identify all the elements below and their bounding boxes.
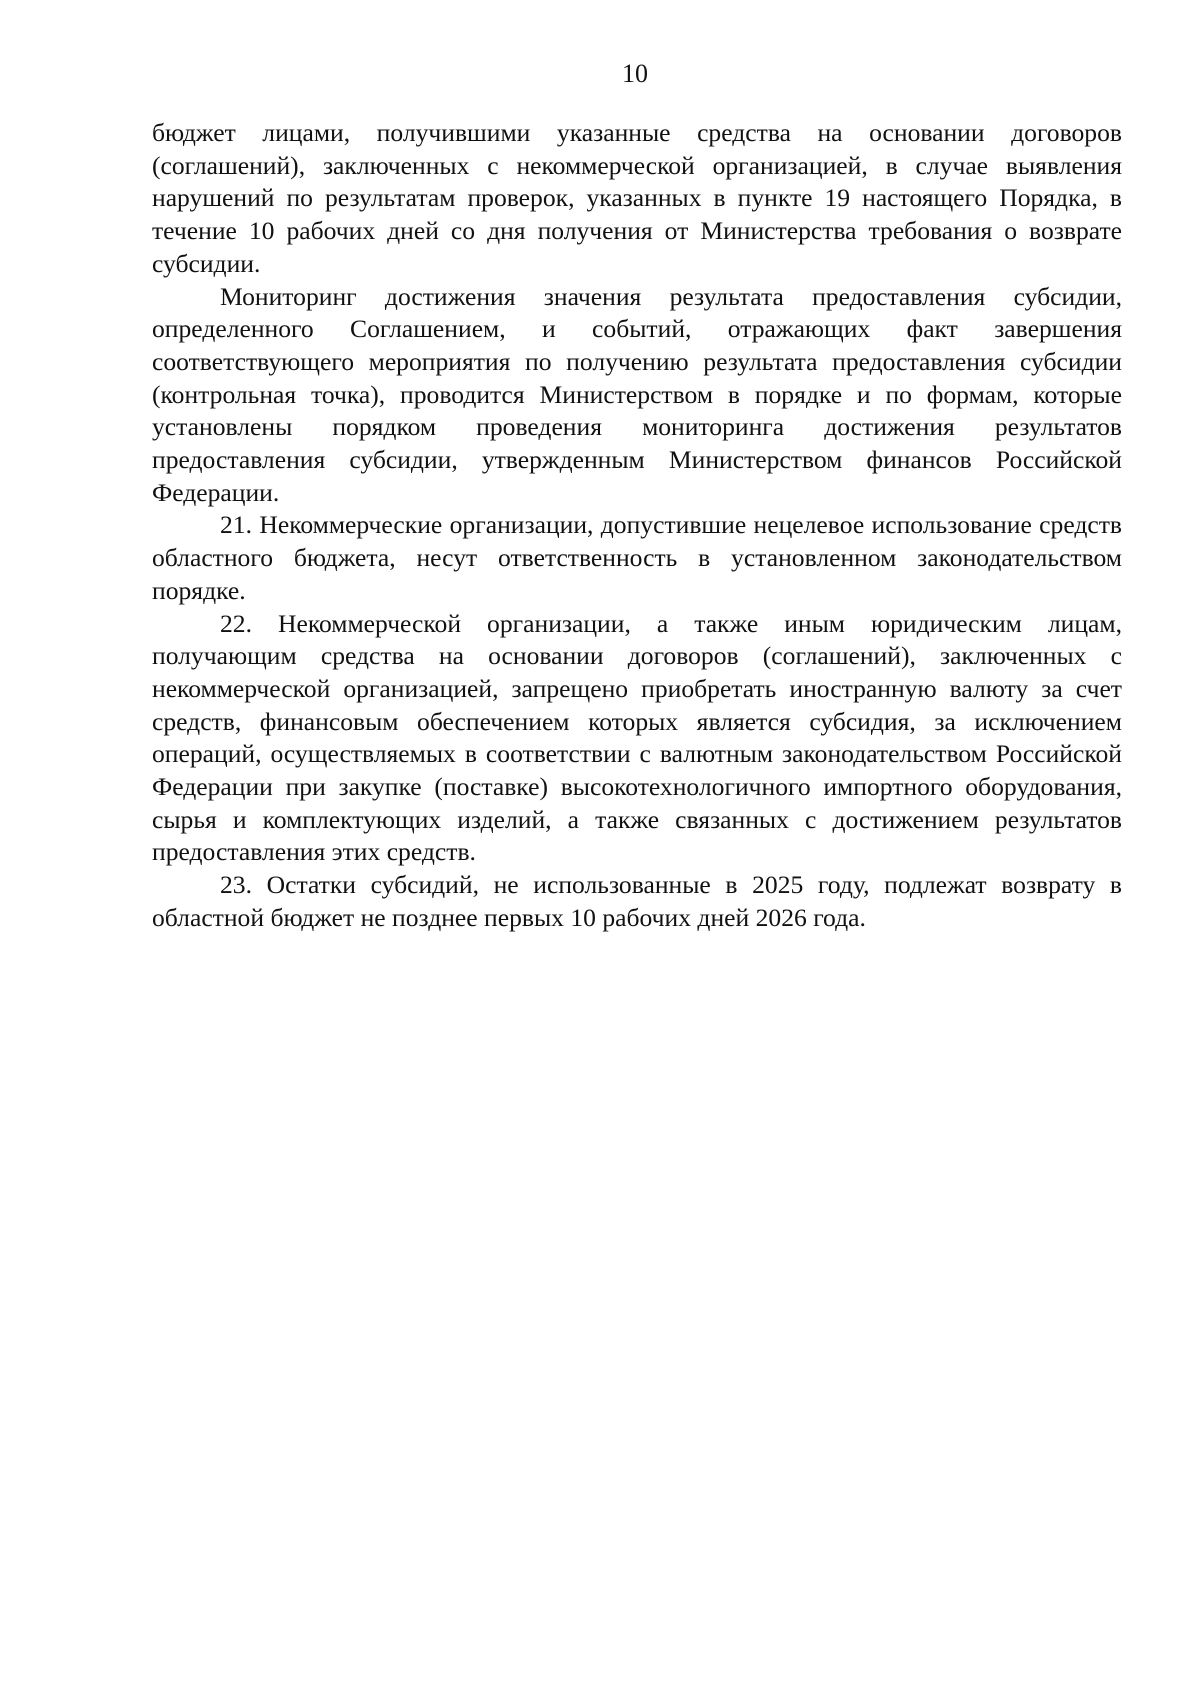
paragraph-item-21: 21. Некоммерческие организации, допустившие нецелевое использование средств областного бюджета, несут ответственность в установленном законодательством порядке. <box>152 510 1122 605</box>
document-body <box>152 117 1122 935</box>
paragraph-continuation: бюджет лицами, получившими указанные средства на основании договоров (соглашений), заключенных с некоммерческой организацией, в случае выявления нарушений по результатам проверок, указанных в пункте 19 настоящего Порядка, в течение 10 рабочих дней со дня получения от Министерства требования о возврате субсидии. <box>152 118 1122 278</box>
paragraph-monitoring: Мониторинг достижения значения результата предоставления субсидии, определенного Соглашением, и событий, отражающих факт завершения соответствующего мероприятия по получению результата предоставления субсидии (контрольная точка), проводится Министерством в порядке и по формам, которые установлены порядком проведения мониторинга достижения результатов предоставления субсидии, утвержденным Министерством финансов Российской Федерации. <box>152 281 1122 507</box>
paragraph-item-22: 22. Некоммерческой организации, а также иным юридическим лицам, получающим средства на основании договоров (соглашений), заключенных с некоммерческой организацией, запрещено приобретать иностранную валюту за счет средств, финансовым обеспечением которых является субсидия, за исключением операций, осуществляемых в соответствии с валютным законодательством Российской Федерации при закупке (поставке) высокотехнологичного импортного оборудования, сырья и комплектующих изделий, а также связанных с достижением результатов предоставления этих средств. <box>152 608 1122 867</box>
paragraph-item-23: 23. Остатки субсидий, не использованные в 2025 году, подлежат возврату в областной бюджет не позднее первых 10 рабочих дней 2026 года. <box>152 870 1122 932</box>
page-number: 10 <box>622 59 648 88</box>
